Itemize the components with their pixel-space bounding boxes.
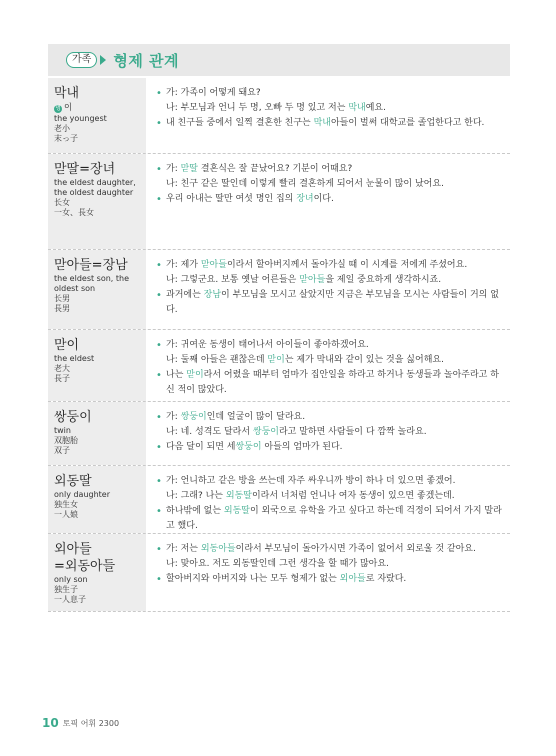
english-meaning: the eldest son, the oldest son	[54, 274, 130, 293]
text-segment: 가:	[166, 412, 181, 422]
example-cell	[146, 154, 510, 249]
text-segment: 나: 네. 성격도 달라서	[166, 427, 253, 437]
text-segment: 로 자랐다.	[365, 574, 407, 584]
example-sentence	[156, 258, 506, 273]
example-sentence	[156, 572, 506, 587]
bullet-icon: •	[156, 260, 162, 271]
example-cell	[146, 466, 510, 533]
bullet-icon: •	[156, 476, 162, 487]
example-sentence	[156, 440, 506, 455]
text-segment: 을 제일 중요하게 생각하시죠.	[325, 275, 442, 285]
highlighted-word: 맏아들	[200, 260, 227, 270]
highlighted-word: 막내	[348, 103, 366, 113]
sentence-text	[166, 338, 506, 353]
text-segment: 이다.	[313, 194, 334, 204]
text-segment: 내 친구들 중에서 일찍 결혼한 친구는	[166, 118, 314, 128]
vocab-word: 외동딸	[54, 474, 92, 489]
text-segment: 나는	[166, 370, 187, 380]
text-segment: 나: 부모님과 언니 두 명, 오빠 두 명 있고 저는	[166, 103, 349, 113]
sentence-text	[166, 474, 506, 489]
vocab-row	[48, 466, 510, 534]
example-cell	[146, 78, 510, 153]
text-segment: 이 외국으로 유학을 가고 싶다고 하는데 걱정이 되어서 가지 말라고 했다.	[166, 506, 502, 531]
example-sentence	[156, 177, 506, 192]
english-meaning: twin	[54, 426, 71, 435]
vocab-term-cell	[48, 250, 146, 329]
example-sentence	[156, 425, 506, 440]
sentence-text	[166, 273, 506, 288]
japanese-meaning: 一人息子	[54, 595, 86, 604]
highlighted-word: 맏이	[267, 355, 285, 365]
chinese-meaning: 独生女	[54, 500, 78, 509]
example-sentence	[156, 162, 506, 177]
example-sentence	[156, 557, 506, 572]
text-segment: 이 부모님을 모시고 살았지만 지금은 부모님을 모시는 사람들이 거의 없다.	[166, 290, 499, 315]
chinese-meaning: 长女	[54, 198, 70, 207]
sentence-text	[166, 162, 506, 177]
example-sentence	[156, 353, 506, 368]
section-header	[48, 44, 510, 76]
bullet-icon: •	[156, 544, 162, 555]
sentence-text	[166, 101, 506, 116]
text-segment: 나: 둘째 아들은 괜찮은데	[166, 355, 268, 365]
example-cell	[146, 330, 510, 401]
sentence-text	[166, 353, 506, 368]
example-sentence	[156, 410, 506, 425]
example-sentence	[156, 504, 506, 534]
sentence-text	[166, 489, 506, 504]
japanese-meaning: 双子	[54, 446, 70, 455]
example-sentence	[156, 86, 506, 101]
chinese-meaning: 长男	[54, 294, 70, 303]
vocab-row	[48, 78, 510, 154]
vocab-word: 막내	[54, 86, 80, 101]
vocab-term-cell	[48, 402, 146, 465]
example-sentence	[156, 116, 506, 131]
bullet-spacer	[156, 273, 166, 288]
text-segment: 나: 그래? 나는	[166, 491, 226, 501]
example-cell	[146, 402, 510, 465]
text-segment: 다음 달이 되면 세	[166, 442, 236, 452]
text-segment: 아들이 벌써 대학교를 졸업한다고 한다.	[330, 118, 485, 128]
highlighted-word: 쌍둥이	[235, 442, 262, 452]
text-segment: 나: 맞아요. 저도 외동딸인데 그런 생각을 할 때가 많아요.	[166, 559, 389, 569]
sentence-text	[166, 192, 506, 207]
highlighted-word: 외동딸	[223, 506, 250, 516]
japanese-meaning: 末っ子	[54, 134, 78, 143]
sentence-text	[166, 368, 506, 398]
english-meaning: the eldest daughter, the oldest daughter	[54, 178, 136, 197]
bullet-icon: •	[156, 88, 162, 99]
text-segment: 예요.	[365, 103, 386, 113]
bullet-icon: •	[156, 370, 162, 381]
bullet-spacer	[156, 353, 166, 368]
sentence-text	[166, 504, 506, 534]
japanese-meaning: 一女、長女	[54, 208, 94, 217]
sentence-text	[166, 86, 506, 101]
vocab-word: 외아들 =외동아들	[54, 542, 116, 574]
bullet-icon: •	[156, 506, 162, 517]
text-segment: 가: 귀여운 동생이 태어나서 아이들이 좋아하겠어요.	[166, 340, 369, 350]
text-segment: 이라서 할아버지께서 돌아가실 때 이 시계를 저에게 주셨어요.	[226, 260, 468, 270]
example-sentence	[156, 101, 506, 116]
book-title: 토픽 어휘 2300	[62, 718, 120, 728]
text-segment: 라서 어렸을 때부터 엄마가 집안일을 하라고 하거나 동생들과 놀아주라고 하신 적이 많았다.	[166, 370, 499, 395]
vocab-row	[48, 330, 510, 402]
vocab-row	[48, 534, 510, 612]
vocab-word: 맏딸=장녀	[54, 162, 116, 177]
example-sentence	[156, 288, 506, 318]
example-sentence	[156, 338, 506, 353]
sentence-text	[166, 557, 506, 572]
text-segment: 나: 친구 같은 딸인데 이렇게 빨리 결혼하게 되어서 눈물이 많이 났어요.	[166, 179, 444, 189]
vocab-table	[48, 78, 510, 612]
text-segment: 가: 가족이 어떻게 돼요?	[166, 88, 261, 98]
english-meaning: only daughter	[54, 490, 111, 499]
text-segment: 라고 말하면 사람들이 다 깜짝 놀라요.	[278, 427, 427, 437]
text-segment: 결혼식은 잘 끝났어요? 기분이 어때요?	[197, 164, 353, 174]
sentence-text	[166, 440, 506, 455]
text-segment: 할아버지와 아버지와 나는 모두 형제가 없는	[166, 574, 340, 584]
highlighted-word: 장남	[203, 290, 222, 300]
example-sentence	[156, 192, 506, 207]
english-meaning: only son	[54, 575, 88, 584]
highlighted-word: 맏이	[186, 370, 204, 380]
page-footer	[42, 716, 119, 730]
sentence-text	[166, 572, 506, 587]
vocab-word: 맏이	[54, 338, 80, 353]
example-sentence	[156, 542, 506, 557]
text-segment: 우리 아내는 딸만 여섯 명인 집의	[166, 194, 297, 204]
vocab-term-cell	[48, 330, 146, 401]
vocab-term-cell	[48, 466, 146, 533]
bullet-icon: •	[156, 574, 162, 585]
english-meaning: the eldest	[54, 354, 95, 363]
vocab-term-cell	[48, 154, 146, 249]
section-title: 형제 관계	[113, 51, 180, 70]
highlighted-word: 막내	[313, 118, 331, 128]
part-of-speech	[54, 103, 146, 114]
text-segment: 이라서 부모님이 돌아가시면 가족이 없어서 외로울 것 같아요.	[235, 544, 476, 554]
example-sentence	[156, 368, 506, 398]
text-segment: 가: 저는	[166, 544, 201, 554]
text-segment: 인데 얼굴이 많이 달라요.	[206, 412, 306, 422]
example-cell	[146, 250, 510, 329]
vocab-row	[48, 154, 510, 250]
text-segment: 가: 언니하고 같은 방을 쓰는데 자주 싸우니까 방이 하나 더 있으면 좋겠어.	[166, 476, 456, 486]
japanese-meaning: 長男	[54, 304, 70, 313]
bullet-icon: •	[156, 164, 162, 175]
example-cell	[146, 534, 510, 611]
english-meaning: the youngest	[54, 114, 107, 123]
bullet-spacer	[156, 425, 166, 440]
bullet-spacer	[156, 177, 166, 192]
bullet-spacer	[156, 101, 166, 116]
sentence-text	[166, 116, 506, 131]
category-badge: 가족	[66, 52, 97, 68]
chinese-meaning: 双胞胎	[54, 436, 78, 445]
highlighted-word: 맏아들	[299, 275, 326, 285]
text-segment: 아들의 엄마가 된다.	[261, 442, 343, 452]
highlighted-word: 외동딸	[225, 491, 252, 501]
highlighted-word: 외아들	[339, 574, 366, 584]
bullet-icon: •	[156, 118, 162, 129]
pos-label: 이	[64, 103, 73, 113]
sentence-text	[166, 425, 506, 440]
chinese-meaning: 老小	[54, 124, 70, 133]
vocab-word: 쌍둥이	[54, 410, 92, 425]
sentence-text	[166, 258, 506, 273]
text-segment: 가:	[166, 164, 181, 174]
sentence-text	[166, 177, 506, 192]
highlighted-word: 쌍둥이	[252, 427, 279, 437]
example-sentence	[156, 489, 506, 504]
vocab-term-cell	[48, 534, 146, 611]
bullet-spacer	[156, 557, 166, 572]
vocab-word: 맏아들=장남	[54, 258, 128, 273]
bullet-icon: •	[156, 442, 162, 453]
bullet-icon: •	[156, 194, 162, 205]
vocab-row	[48, 250, 510, 330]
sentence-text	[166, 542, 506, 557]
example-sentence	[156, 474, 506, 489]
text-segment: 이라서 너처럼 언니나 여자 동생이 있으면 좋겠는데.	[251, 491, 455, 501]
bullet-icon: •	[156, 340, 162, 351]
vocab-term-cell	[48, 78, 146, 153]
bullet-icon: •	[156, 412, 162, 423]
highlighted-word: 외동아들	[200, 544, 236, 554]
text-segment: 는 제가 막내와 같이 있는 것을 싫어해요.	[284, 355, 444, 365]
bullet-icon: •	[156, 290, 162, 301]
noun-badge-icon: 명	[55, 104, 61, 112]
highlighted-word: 맏딸	[180, 164, 198, 174]
text-segment: 나: 그렇군요. 보통 옛날 어른들은	[166, 275, 300, 285]
sentence-text	[166, 288, 506, 318]
chinese-meaning: 独生子	[54, 585, 78, 594]
chinese-meaning: 老大	[54, 364, 70, 373]
bullet-spacer	[156, 489, 166, 504]
page-number: 10	[42, 716, 59, 730]
japanese-meaning: 長子	[54, 374, 70, 383]
text-segment: 과거에는	[166, 290, 204, 300]
vocab-row	[48, 402, 510, 466]
sentence-text	[166, 410, 506, 425]
highlighted-word: 쌍둥이	[180, 412, 207, 422]
japanese-meaning: 一人娘	[54, 510, 78, 519]
text-segment: 하나밖에 없는	[166, 506, 224, 516]
example-sentence	[156, 273, 506, 288]
highlighted-word: 장녀	[296, 194, 314, 204]
arrow-icon	[100, 55, 106, 65]
text-segment: 가: 제가	[166, 260, 201, 270]
